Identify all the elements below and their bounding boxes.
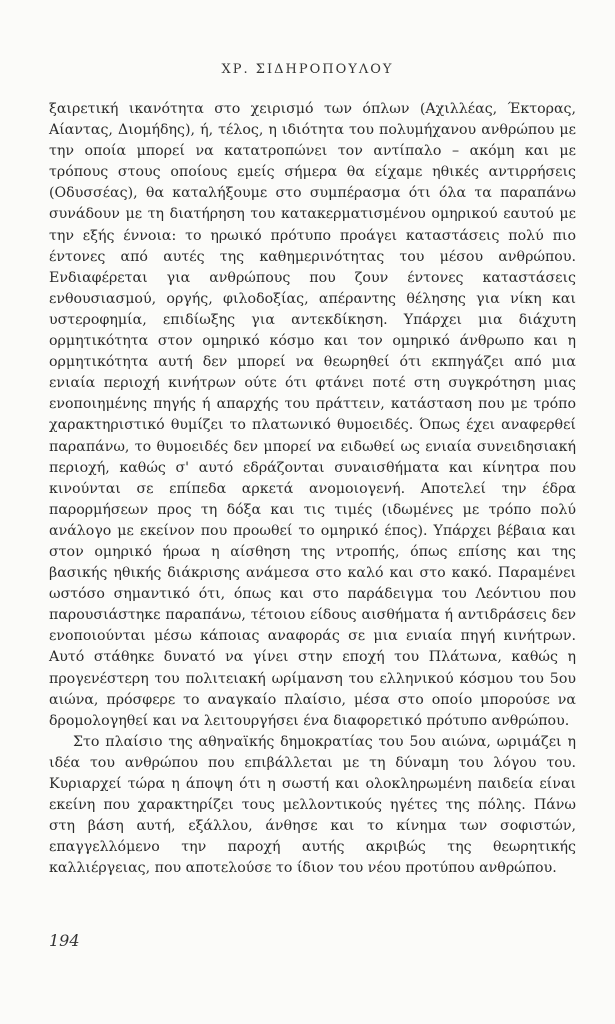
running-head: ΧΡ. ΣΙΔΗΡΟΠΟΥΛΟΥ: [221, 62, 394, 77]
page-number: 194: [49, 931, 80, 950]
paragraph: ξαιρετική ικανότητα στο χειρισμό των όπλων (Αχιλλέας, Έκτορας, Αίαντας, Διομήδης), ή, τέλος, η ιδιότητα του πολυμήχανου ανθρώπου με την οποία μπορεί να κατατροπώνει τον αντίπαλο – ακόμη και με τρόπους στους οποίους εμείς σήμερα θα είχαμε ηθικές αντιρρήσεις (Οδυσσέας), θα καταλήξουμε στο συμπέρασμα ότι όλα τα παραπάνω συνάδουν με τη διατήρηση του κατακερματισμένου ομηρικού εαυτού με την εξής έννοια: το ηρωικό πρότυπο προάγει καταστάσεις πολύ πιο έντονες από αυτές της καθημερινότητας του μέσου ανθρώπου. Ενδιαφέρεται για ανθρώπους που ζουν έντονες καταστάσεις ενθουσιασμού, οργής, φιλοδοξίας, απέραντης θέλησης για νίκη και υστεροφημία, επιδίωξης για αντεκδίκηση. Υπάρχει μια διάχυτη ορμητικότητα στον ομηρικό κόσμο και τον ομηρικό άνθρωπο και η ορμητικότητα αυτή δεν μπορεί να θεωρηθεί ότι εκπηγάζει από μια ενιαία περιοχή κινήτρων ούτε ότι φτάνει ποτέ στη συγκρότηση μιας ενοποιημένης πηγής ή απαρχής του πράττειν, κατάσταση που με τρόπο χαρακτηριστικό θυμίζει το πλατωνικό θυμοειδές. Όπως έχει αναφερθεί παραπάνω, το θυμοειδές δεν μπορεί να ειδωθεί ως ενιαία συνειδησιακή περιοχή, καθώς σ' αυτό εδράζονται συναισθήματα και κίνητρα που κινούνται σε επίπεδα αρκετά ανομοιογενή. Αποτελεί την έδρα παρορμήσεων προς τη δόξα και τις τιμές (ιδωμένες με τρόπο πολύ ανάλογο με εκείνον που προωθεί το ομηρικό έπος). Υπάρχει βέβαια και στον ομηρικό ήρωα η αίσθηση της ντροπής, όπως επίσης και της βασικής ηθικής διάκρισης ανάμεσα στο καλό και στο κακό. Παραμένει ωστόσο σημαντικό ότι, όπως και στο παράδειγμα του Λεόντιου που παρουσιάστηκε παραπάνω, τέτοιου είδους αισθήματα ή αντιδράσεις δεν ενοποιούνται μέσω κάποιας αναφοράς σε μια ενιαία πηγή κινήτρων. Αυτό στάθηκε δυνατό να γίνει στην εποχή του Πλάτωνα, καθώς η προγενέστερη του πολιτειακή ωρίμανση του ελληνικού κόσμου του 5ου αιώνα, πρόσφερε το αναγκαίο πλαίσιο, μέσα στο οποίο μπορούσε να δρομολογηθεί και να λειτουργήσει ένα διαφορετικό πρότυπο ανθρώπου.: [49, 101, 576, 729]
body-text: [49, 99, 576, 879]
paragraph: Στο πλαίσιο της αθηναϊκής δημοκρατίας του 5ου αιώνα, ωριμάζει η ιδέα του ανθρώπου που επιβάλλεται με τη δύναμη του λόγου του. Κυριαρχεί τώρα η άποψη ότι η σωστή και ολοκληρωμένη παιδεία είναι εκείνη που χαρακτηρίζει τους μελλοντικούς ηγέτες της πόλης. Πάνω στη βάση αυτή, εξάλλου, άνθησε και το κίνημα των σοφιστών, επαγγελλόμενο την παροχή αυτής ακριβώς της θεωρητικής καλλιέργειας, που αποτελούσε το ίδιον του νέου προτύπου ανθρώπου.: [49, 733, 576, 877]
